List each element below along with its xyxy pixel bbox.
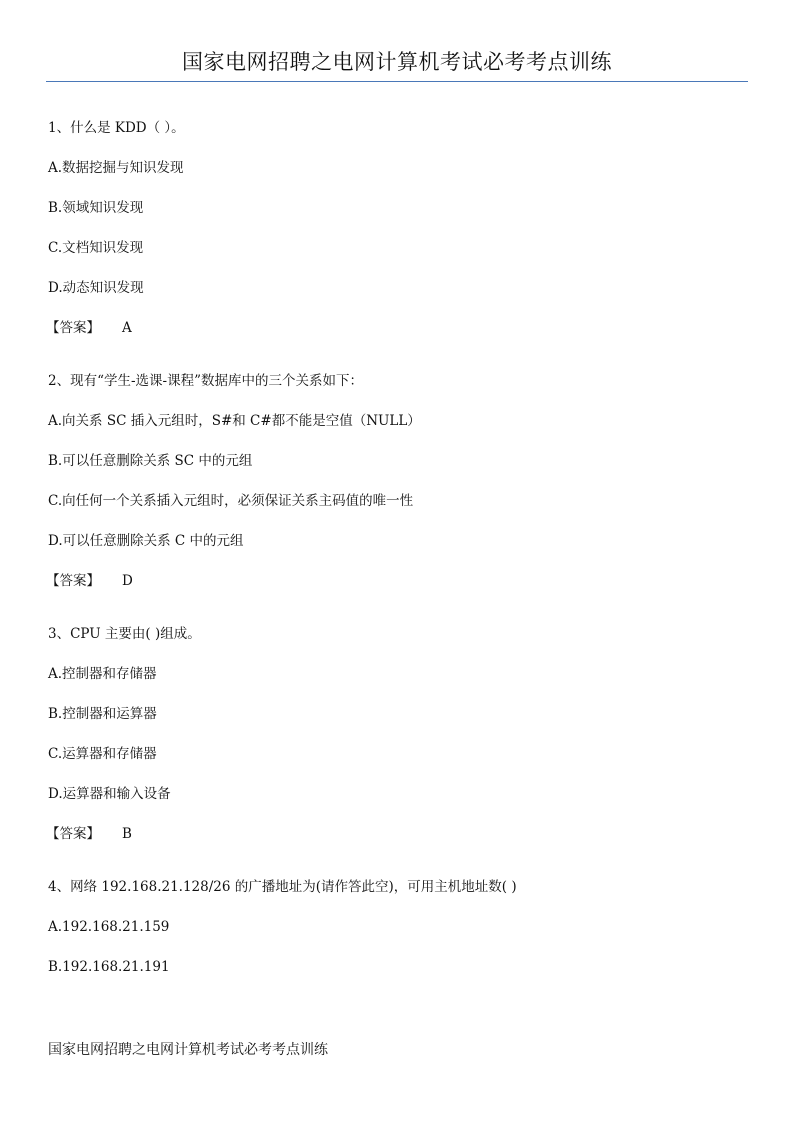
option-a: A.数据挖掘与知识发现	[48, 160, 184, 176]
option-d: D.动态知识发现	[48, 280, 144, 296]
option-b: B.控制器和运算器	[48, 706, 157, 722]
answer-value: D	[122, 573, 133, 589]
question-2	[48, 371, 748, 591]
question-4	[48, 877, 748, 977]
question-stem: 2、现有“学生-选课-课程”数据库中的三个关系如下：	[48, 373, 364, 389]
answer-row	[48, 824, 748, 844]
option-a: A.控制器和存储器	[48, 666, 157, 682]
page-title: 国家电网招聘之电网计算机考试必考考点训练	[182, 50, 612, 74]
answer-value: A	[122, 320, 132, 336]
question-stem: 4、网络 192.168.21.128/26 的广播地址为(请作答此空)，可用主机地址数( )	[48, 879, 517, 895]
answer-value: B	[122, 826, 132, 842]
option-c: C.向任何一个关系插入元组时，必须保证关系主码值的唯一性	[48, 493, 414, 509]
option-b: B.可以任意删除关系 SC 中的元组	[48, 453, 253, 469]
question-stem: 1、什么是 KDD（ ）。	[48, 120, 185, 136]
option-d: D.运算器和输入设备	[48, 786, 171, 802]
option-b: B.192.168.21.191	[48, 959, 170, 975]
option-b: B.领域知识发现	[48, 200, 144, 216]
question-3	[48, 624, 748, 844]
question-1	[48, 118, 748, 338]
answer-label: 【答案】	[46, 573, 100, 589]
answer-row	[48, 318, 748, 338]
answer-row	[48, 571, 748, 591]
option-a: A.向关系 SC 插入元组时，S#和 C#都不能是空值（NULL）	[48, 413, 421, 429]
option-a: A.192.168.21.159	[48, 919, 170, 935]
header-divider	[46, 81, 748, 82]
answer-label: 【答案】	[46, 320, 100, 336]
question-stem: 3、CPU 主要由( )组成。	[48, 626, 201, 642]
question-list	[48, 118, 748, 997]
page-footer: 国家电网招聘之电网计算机考试必考考点训练	[48, 1042, 328, 1058]
option-c: C.文档知识发现	[48, 240, 144, 256]
option-d: D.可以任意删除关系 C 中的元组	[48, 533, 244, 549]
answer-label: 【答案】	[46, 826, 100, 842]
option-c: C.运算器和存储器	[48, 746, 157, 762]
